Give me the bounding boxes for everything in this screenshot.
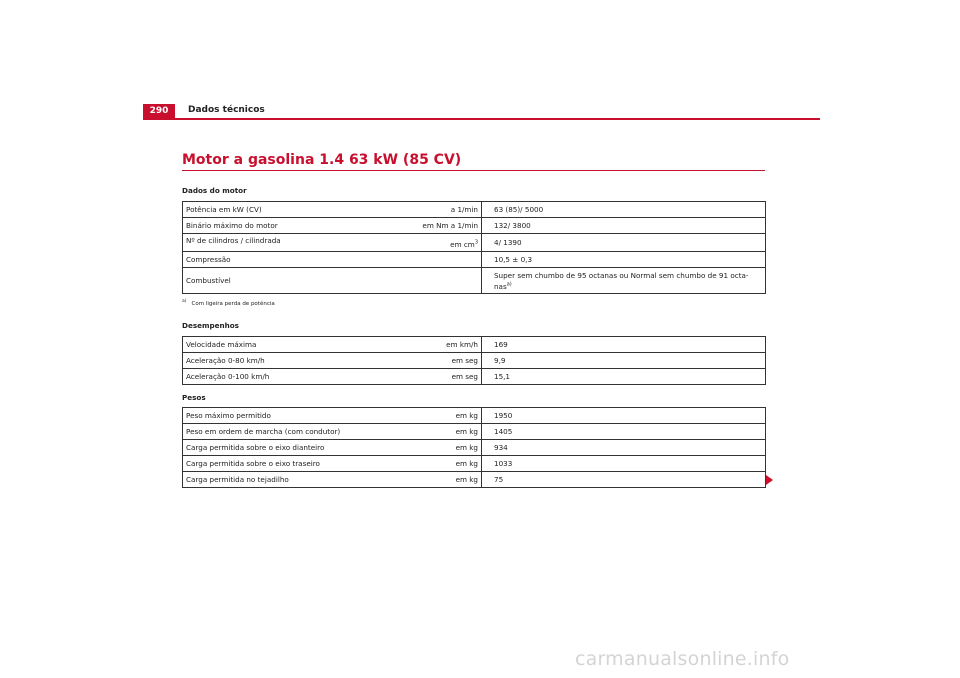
page-header	[143, 104, 820, 120]
row-value: 75	[494, 475, 504, 484]
table-row	[183, 369, 766, 385]
row-value: 10,5 ± 0,3	[482, 252, 766, 268]
row-value: 15,1	[494, 372, 511, 381]
table-row	[183, 202, 766, 218]
row-unit: a 1/min	[450, 205, 478, 214]
row-value: 934	[482, 440, 766, 456]
row-label: Velocidade máxima	[186, 340, 257, 349]
page-number: 290	[143, 104, 175, 119]
row-label: Peso máximo permitido	[186, 411, 271, 420]
performance-table	[182, 336, 766, 385]
row-unit-sup: 3	[474, 239, 478, 246]
row-unit: em kg	[455, 459, 478, 468]
row-label: Potência em kW (CV)	[186, 205, 262, 214]
section-title-performance: Desempenhos	[182, 321, 239, 330]
table-row	[183, 234, 766, 252]
row-value: 9,9	[482, 353, 766, 369]
footnote-marker: a)	[182, 299, 187, 304]
row-unit: em cm	[450, 240, 475, 249]
row-label: Combustível	[186, 276, 231, 285]
row-value: 169	[482, 337, 766, 353]
row-value: Super sem chumbo de 95 octanas ou Normal sem chumbo de 91 octa-	[494, 270, 749, 280]
row-unit: em kg	[455, 443, 478, 452]
row-value-line2: nas	[494, 281, 507, 291]
row-unit: em seg	[451, 372, 478, 381]
row-value: 1405	[482, 424, 766, 440]
table-row	[183, 408, 766, 424]
table-row	[183, 252, 766, 268]
row-label: Binário máximo do motor	[186, 221, 278, 230]
table-row	[183, 218, 766, 234]
table-row	[183, 268, 766, 294]
row-value: 4/ 1390	[482, 234, 766, 252]
table-row	[183, 456, 766, 472]
weights-table	[182, 407, 766, 488]
section-title-engine: Dados do motor	[182, 186, 247, 195]
table-row	[183, 353, 766, 369]
table-row	[183, 440, 766, 456]
main-title: Motor a gasolina 1.4 63 kW (85 CV)	[182, 152, 765, 171]
footnote-text: Com ligeira perda de potência	[191, 300, 275, 307]
row-unit: em seg	[451, 356, 478, 365]
row-value: 132/ 3800	[482, 218, 766, 234]
row-value: 1033	[482, 456, 766, 472]
footnote-ref: a)	[506, 281, 512, 288]
header-title: Dados técnicos	[188, 105, 265, 115]
row-label: Carga permitida sobre o eixo dianteiro	[186, 443, 325, 452]
row-label: Carga permitida no tejadilho	[186, 475, 289, 484]
row-label: Peso em ordem de marcha (com condutor)	[186, 427, 341, 436]
table-row	[183, 337, 766, 353]
row-unit: em Nm a 1/min	[422, 221, 478, 230]
continue-arrow-icon	[766, 475, 773, 485]
row-label: Aceleração 0-80 km/h	[186, 356, 265, 365]
row-value: 1950	[482, 408, 766, 424]
table-row	[183, 424, 766, 440]
watermark: carmanualsonline.info	[575, 648, 790, 670]
row-unit: em kg	[455, 427, 478, 436]
row-unit: em km/h	[446, 340, 478, 349]
section-title-weights: Pesos	[182, 393, 206, 402]
row-unit: em kg	[455, 411, 478, 420]
engine-table	[182, 201, 766, 294]
row-value: 63 (85)/ 5000	[482, 202, 766, 218]
row-unit: em kg	[455, 475, 478, 484]
row-label: Nº de cilindros / cilindrada	[186, 236, 281, 245]
table-row	[183, 472, 766, 488]
row-label: Carga permitida sobre o eixo traseiro	[186, 459, 320, 468]
row-label: Compressão	[186, 255, 231, 264]
footnote	[182, 299, 275, 307]
row-label: Aceleração 0-100 km/h	[186, 372, 270, 381]
